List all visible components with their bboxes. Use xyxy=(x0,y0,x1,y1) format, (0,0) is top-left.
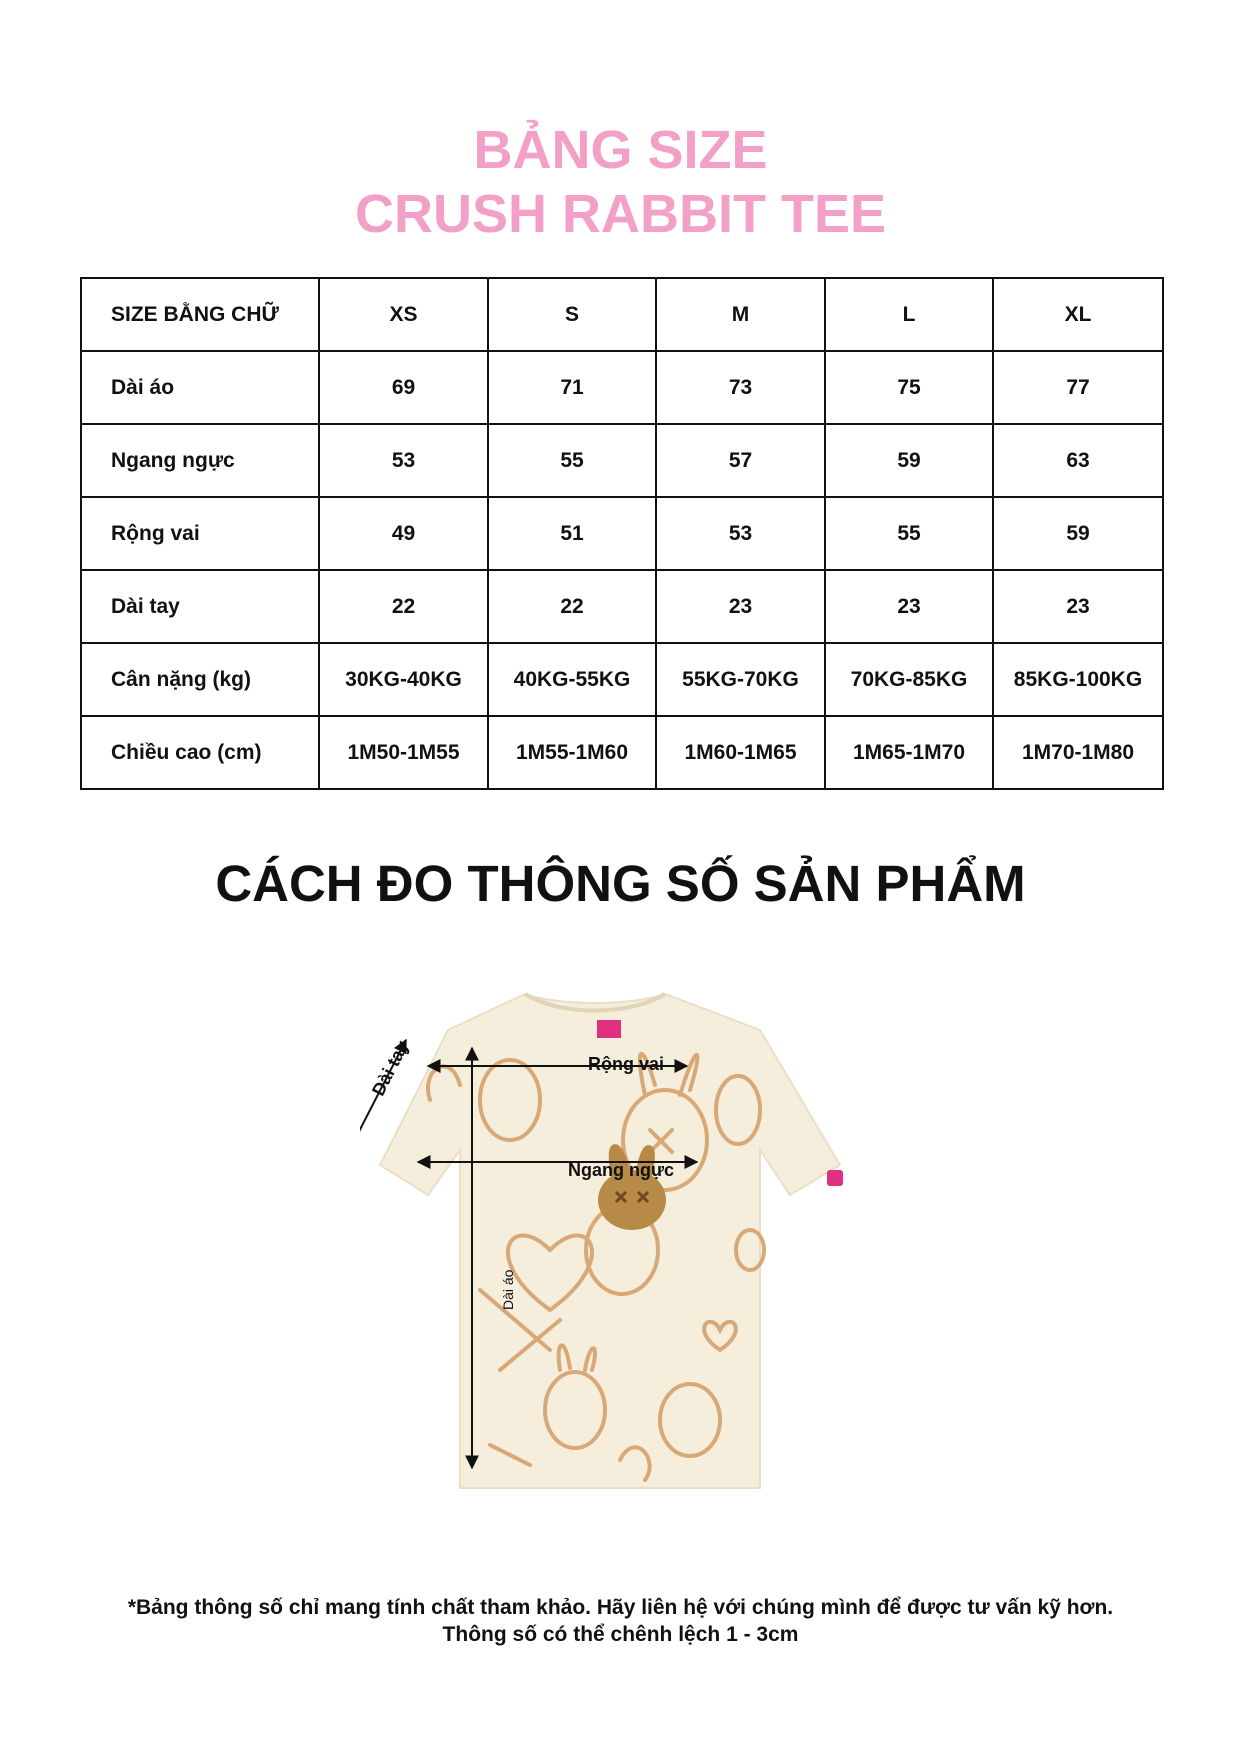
table-cell: 55 xyxy=(825,497,993,570)
product-name-title: CRUSH RABBIT TEE xyxy=(354,184,886,244)
shoulder-label: Rộng vai xyxy=(588,1054,665,1074)
footnote-tolerance: Thông số có thể chênh lệch 1 - 3cm xyxy=(442,1623,799,1646)
table-cell: 1M50-1M55 xyxy=(319,716,488,789)
table-cell: 1M60-1M65 xyxy=(656,716,825,789)
header-cell-size-label: SIZE BẰNG CHỮ xyxy=(81,278,319,351)
table-row xyxy=(81,351,1163,424)
table-cell: 55 xyxy=(488,424,656,497)
table-cell: 59 xyxy=(993,497,1163,570)
table-cell: 30KG-40KG xyxy=(319,643,488,716)
table-cell: 22 xyxy=(488,570,656,643)
length-label: Dài áo xyxy=(500,1269,516,1310)
table-cell: 63 xyxy=(993,424,1163,497)
header-cell-m: M xyxy=(656,278,825,351)
size-table xyxy=(80,277,1164,790)
row-label: Rộng vai xyxy=(81,497,319,570)
table-cell: 1M65-1M70 xyxy=(825,716,993,789)
row-label: Cân nặng (kg) xyxy=(81,643,319,716)
table-cell: 69 xyxy=(319,351,488,424)
table-cell: 51 xyxy=(488,497,656,570)
measure-heading: CÁCH ĐO THÔNG SỐ SẢN PHẨM xyxy=(215,855,1026,912)
table-row xyxy=(81,497,1163,570)
size-chart-title: BẢNG SIZE xyxy=(473,120,768,180)
row-label: Dài áo xyxy=(81,351,319,424)
row-label: Chiều cao (cm) xyxy=(81,716,319,789)
table-cell: 22 xyxy=(319,570,488,643)
sleeve-patch-icon xyxy=(827,1170,843,1186)
table-cell: 55KG-70KG xyxy=(656,643,825,716)
table-cell: 75 xyxy=(825,351,993,424)
table-cell: 53 xyxy=(319,424,488,497)
table-cell: 1M70-1M80 xyxy=(993,716,1163,789)
header-cell-xl: XL xyxy=(993,278,1163,351)
neck-tag-icon xyxy=(597,1020,621,1038)
chest-label: Ngang ngực xyxy=(568,1160,675,1180)
table-row xyxy=(81,643,1163,716)
size-table-header-row xyxy=(81,278,1163,351)
header-cell-xs: XS xyxy=(319,278,488,351)
table-cell: 85KG-100KG xyxy=(993,643,1163,716)
table-cell: 71 xyxy=(488,351,656,424)
table-cell: 23 xyxy=(993,570,1163,643)
table-cell: 57 xyxy=(656,424,825,497)
table-cell: 1M55-1M60 xyxy=(488,716,656,789)
table-cell: 40KG-55KG xyxy=(488,643,656,716)
table-cell: 73 xyxy=(656,351,825,424)
table-cell: 77 xyxy=(993,351,1163,424)
sleeve-label: Dài tay xyxy=(368,1037,413,1100)
row-label: Dài tay xyxy=(81,570,319,643)
table-cell: 23 xyxy=(825,570,993,643)
table-row xyxy=(81,716,1163,789)
footnote-disclaimer: *Bảng thông số chỉ mang tính chất tham khảo. Hãy liên hệ với chúng mình để được tư vấn kỹ hơn. xyxy=(127,1596,1114,1619)
table-cell: 70KG-85KG xyxy=(825,643,993,716)
row-label: Ngang ngực xyxy=(81,424,319,497)
header-cell-l: L xyxy=(825,278,993,351)
table-cell: 23 xyxy=(656,570,825,643)
table-cell: 53 xyxy=(656,497,825,570)
header-cell-s: S xyxy=(488,278,656,351)
table-cell: 49 xyxy=(319,497,488,570)
table-cell: 59 xyxy=(825,424,993,497)
table-row xyxy=(81,570,1163,643)
table-row xyxy=(81,424,1163,497)
